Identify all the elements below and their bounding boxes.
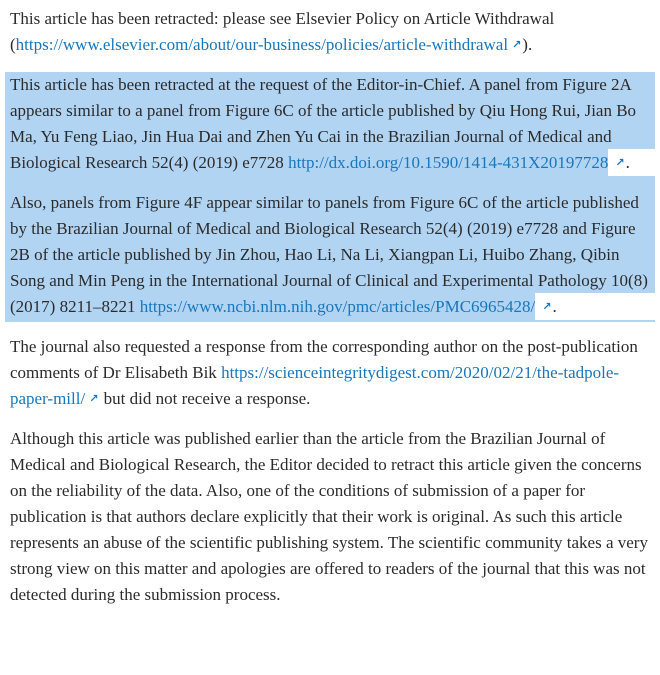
paragraph-text: This article has been retracted at the request of the Editor-in-Chief. A panel from Figure 2A appears similar to a panel from Figure 6C of the article published by Qiu Hong Rui, Jian Bo Ma, Yu Feng Liao, Jin Hua Dai and Zhen Yu Cai in the Brazilian Journal of Medical and Biological Research 52(4) (2019) e7728 [10, 75, 637, 172]
science-integrity-digest-link[interactable]: https://scienceintegritydigest.com/2020/02/21/the-tadpole-paper-mill/ [10, 363, 620, 408]
paragraph-withdrawal-policy [10, 6, 650, 60]
ncbi-pmc-link[interactable]: https://www.ncbi.nlm.nih.gov/pmc/articles/PMC6965428/ [139, 297, 536, 316]
paragraph-retraction-figure-2a [10, 72, 650, 178]
paragraph-text: The journal also requested a response from the corresponding author on the post-publication comments of Dr Elisabeth Bik [10, 337, 638, 382]
unselected-tail [535, 293, 556, 320]
paragraph-retraction-figure-4f [10, 190, 650, 322]
paragraph-text: Also, panels from Figure 4F appear similar to panels from Figure 6C of the article published by the Brazilian Journal of Medical and Biological Research 52(4) (2019) e7728 and Figure 2B of the article published by Jin Zhou, Hao Li, Na Li, Xiangpan Li, Huibo Zhang, Qibin Song and Min Peng in the International Journal of Clinical and Experimental Pathology 10(8) (2017) 8211–8221 [10, 193, 648, 316]
paragraph-text: . [552, 297, 557, 316]
paragraph-text: but did not receive a response. [99, 389, 311, 408]
paragraph-text: Although this article was published earlier than the article from the Brazilian Journal of Medical and Biological Research, the Editor decided to retract this article given the concerns on the reliability of the data. Also, one of the conditions of submission of a paper for publication is that authors declare explicitly that their work is original. As such this article represents an abuse of the scientific publishing system. The scientific community takes a very strong view on this matter and apologies are offered to readers of the journal that this was not detected during the submission process. [10, 429, 648, 604]
external-link-icon[interactable]: ↗ [615, 156, 625, 169]
paragraph-text: This article has been retracted: please see Elsevier Policy on Article Withdrawal ( [10, 9, 555, 54]
external-link-icon[interactable]: ↗ [89, 392, 99, 405]
paragraph-editor-decision [10, 426, 650, 608]
external-link-icon[interactable]: ↗ [542, 300, 552, 313]
unselected-tail [608, 149, 629, 176]
doi-link[interactable]: http://dx.doi.org/10.1590/1414-431X20197728 [288, 153, 609, 172]
external-link-icon[interactable]: ↗ [512, 38, 522, 51]
elsevier-policy-link[interactable]: https://www.elsevier.com/about/our-business/policies/article-withdrawal [15, 35, 509, 54]
paragraph-text: ). [522, 35, 533, 54]
paragraph-text: . [625, 153, 630, 172]
paragraph-author-response [10, 334, 650, 414]
selected-text-region [5, 72, 655, 322]
